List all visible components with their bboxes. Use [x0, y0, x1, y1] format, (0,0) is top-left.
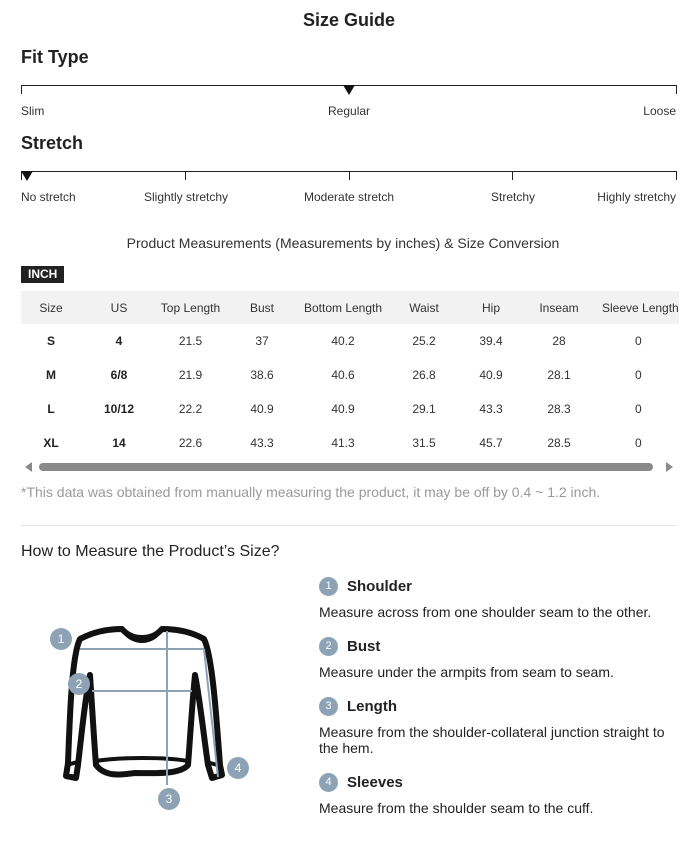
sweatshirt-diagram-icon — [40, 615, 270, 815]
step-title: Sleeves — [347, 774, 403, 791]
table-row — [21, 358, 679, 392]
scroll-left-arrow-icon[interactable] — [25, 462, 32, 472]
stretch-label-slight: Slightly stretchy — [144, 190, 229, 204]
fit-label-loose: Loose — [643, 104, 676, 118]
cell-size: XL — [43, 436, 59, 450]
diagram-marker-shoulder: 1 — [50, 628, 72, 650]
cell-hip: 40.9 — [479, 368, 503, 382]
step-title: Length — [347, 698, 397, 715]
cell-top-length: 22.6 — [178, 436, 203, 450]
cell-sleeve-length: 0 — [635, 368, 642, 382]
cell-bust: 38.6 — [250, 368, 274, 382]
cell-bottom-length: 40.9 — [331, 402, 355, 416]
stretch-tick — [676, 171, 677, 180]
step-number-badge: 2 — [319, 637, 338, 656]
header-size: Size — [21, 291, 81, 324]
step-title: Bust — [347, 638, 381, 655]
step-description: Measure across from one shoulder seam to the other. — [319, 604, 652, 620]
cell-inseam: 28.3 — [547, 402, 571, 416]
sweatshirt-outline — [66, 629, 222, 778]
header-bust: Bust — [224, 291, 300, 324]
size-guide-title: Size Guide — [302, 10, 396, 30]
header-hip: Hip — [462, 291, 520, 324]
fit-type-heading: Fit Type — [21, 47, 89, 67]
stretch-label-none: No stretch — [21, 190, 76, 204]
step-description: Measure from the shoulder seam to the cuff. — [319, 800, 594, 816]
stretch-label-moderate: Moderate stretch — [304, 190, 395, 204]
cell-waist: 29.1 — [412, 402, 436, 416]
cell-top-length: 21.5 — [178, 334, 203, 348]
cell-sleeve-length: 0 — [635, 436, 642, 450]
fit-tick — [676, 85, 677, 94]
cell-waist: 31.5 — [412, 436, 436, 450]
table-header-row — [21, 291, 679, 324]
table-row — [21, 426, 679, 460]
cell-top-length: 22.2 — [178, 402, 203, 416]
diagram-marker-sleeves: 4 — [227, 757, 249, 779]
header-waist: Waist — [386, 291, 462, 324]
cell-us: 10/12 — [103, 402, 135, 416]
section-divider — [21, 525, 677, 526]
unit-tab-inch[interactable]: INCH — [21, 266, 64, 283]
diagram-marker-bust: 2 — [68, 673, 90, 695]
step-description: Measure under the armpits from seam to seam. — [319, 664, 614, 680]
stretch-label-stretchy: Stretchy — [491, 190, 536, 204]
cell-size: L — [47, 402, 55, 416]
table-row — [21, 324, 679, 358]
cell-bust: 37 — [255, 334, 269, 348]
cell-inseam: 28.5 — [547, 436, 571, 450]
cell-us: 6/8 — [110, 368, 128, 382]
cell-bottom-length: 40.6 — [331, 368, 355, 382]
fit-selected-marker-icon — [343, 85, 355, 95]
cell-sleeve-length: 0 — [635, 334, 642, 348]
cell-bottom-length: 41.3 — [331, 436, 355, 450]
fit-label-regular: Regular — [328, 104, 371, 118]
fit-label-slim: Slim — [21, 104, 45, 118]
cell-inseam: 28 — [552, 334, 566, 348]
scroll-right-arrow-icon[interactable] — [666, 462, 673, 472]
header-sleeve-length: Sleeve Length — [598, 291, 679, 324]
measurements-table — [21, 291, 679, 460]
measurements-title: Product Measurements (Measurements by inches) & Size Conversion — [126, 235, 560, 251]
stretch-selected-marker-icon — [21, 171, 33, 181]
cell-sleeve-length: 0 — [635, 402, 642, 416]
cell-inseam: 28.1 — [547, 368, 571, 382]
header-inseam: Inseam — [520, 291, 598, 324]
stretch-tick — [349, 171, 350, 180]
cell-size: M — [46, 368, 56, 382]
cell-us: 4 — [115, 334, 123, 348]
how-to-measure-heading: How to Measure the Product’s Size? — [21, 543, 280, 560]
cell-hip: 45.7 — [479, 436, 503, 450]
cell-size: S — [46, 334, 55, 348]
stretch-tick — [185, 171, 186, 180]
table-row — [21, 392, 679, 426]
cell-hip: 39.4 — [479, 334, 503, 348]
stretch-tick — [512, 171, 513, 180]
cell-hip: 43.3 — [479, 402, 503, 416]
fit-tick — [21, 85, 22, 94]
diagram-marker-length: 3 — [158, 788, 180, 810]
step-number-badge: 4 — [319, 773, 338, 792]
stretch-label-high: Highly stretchy — [597, 190, 676, 204]
step-title: Shoulder — [347, 578, 413, 595]
cell-bust: 40.9 — [250, 402, 274, 416]
cell-waist: 26.8 — [412, 368, 436, 382]
measurement-disclaimer: *This data was obtained from manually measuring the product, it may be off by 0.4 ~ 1.2 inch. — [21, 484, 601, 500]
table-horizontal-scrollbar[interactable] — [39, 463, 653, 471]
stretch-heading: Stretch — [21, 133, 84, 153]
header-top-length: Top Length — [157, 291, 224, 324]
cell-bust: 43.3 — [250, 436, 274, 450]
header-us: US — [81, 291, 157, 324]
cell-bottom-length: 40.2 — [331, 334, 355, 348]
garment-diagram — [40, 615, 270, 815]
cell-us: 14 — [112, 436, 126, 450]
step-description: Measure from the shoulder-collateral junction straight to the hem. — [319, 724, 665, 756]
header-bottom-length: Bottom Length — [300, 291, 386, 324]
step-number-badge: 1 — [319, 577, 338, 596]
cell-waist: 25.2 — [412, 334, 436, 348]
step-number-badge: 3 — [319, 697, 338, 716]
cell-top-length: 21.9 — [178, 368, 203, 382]
